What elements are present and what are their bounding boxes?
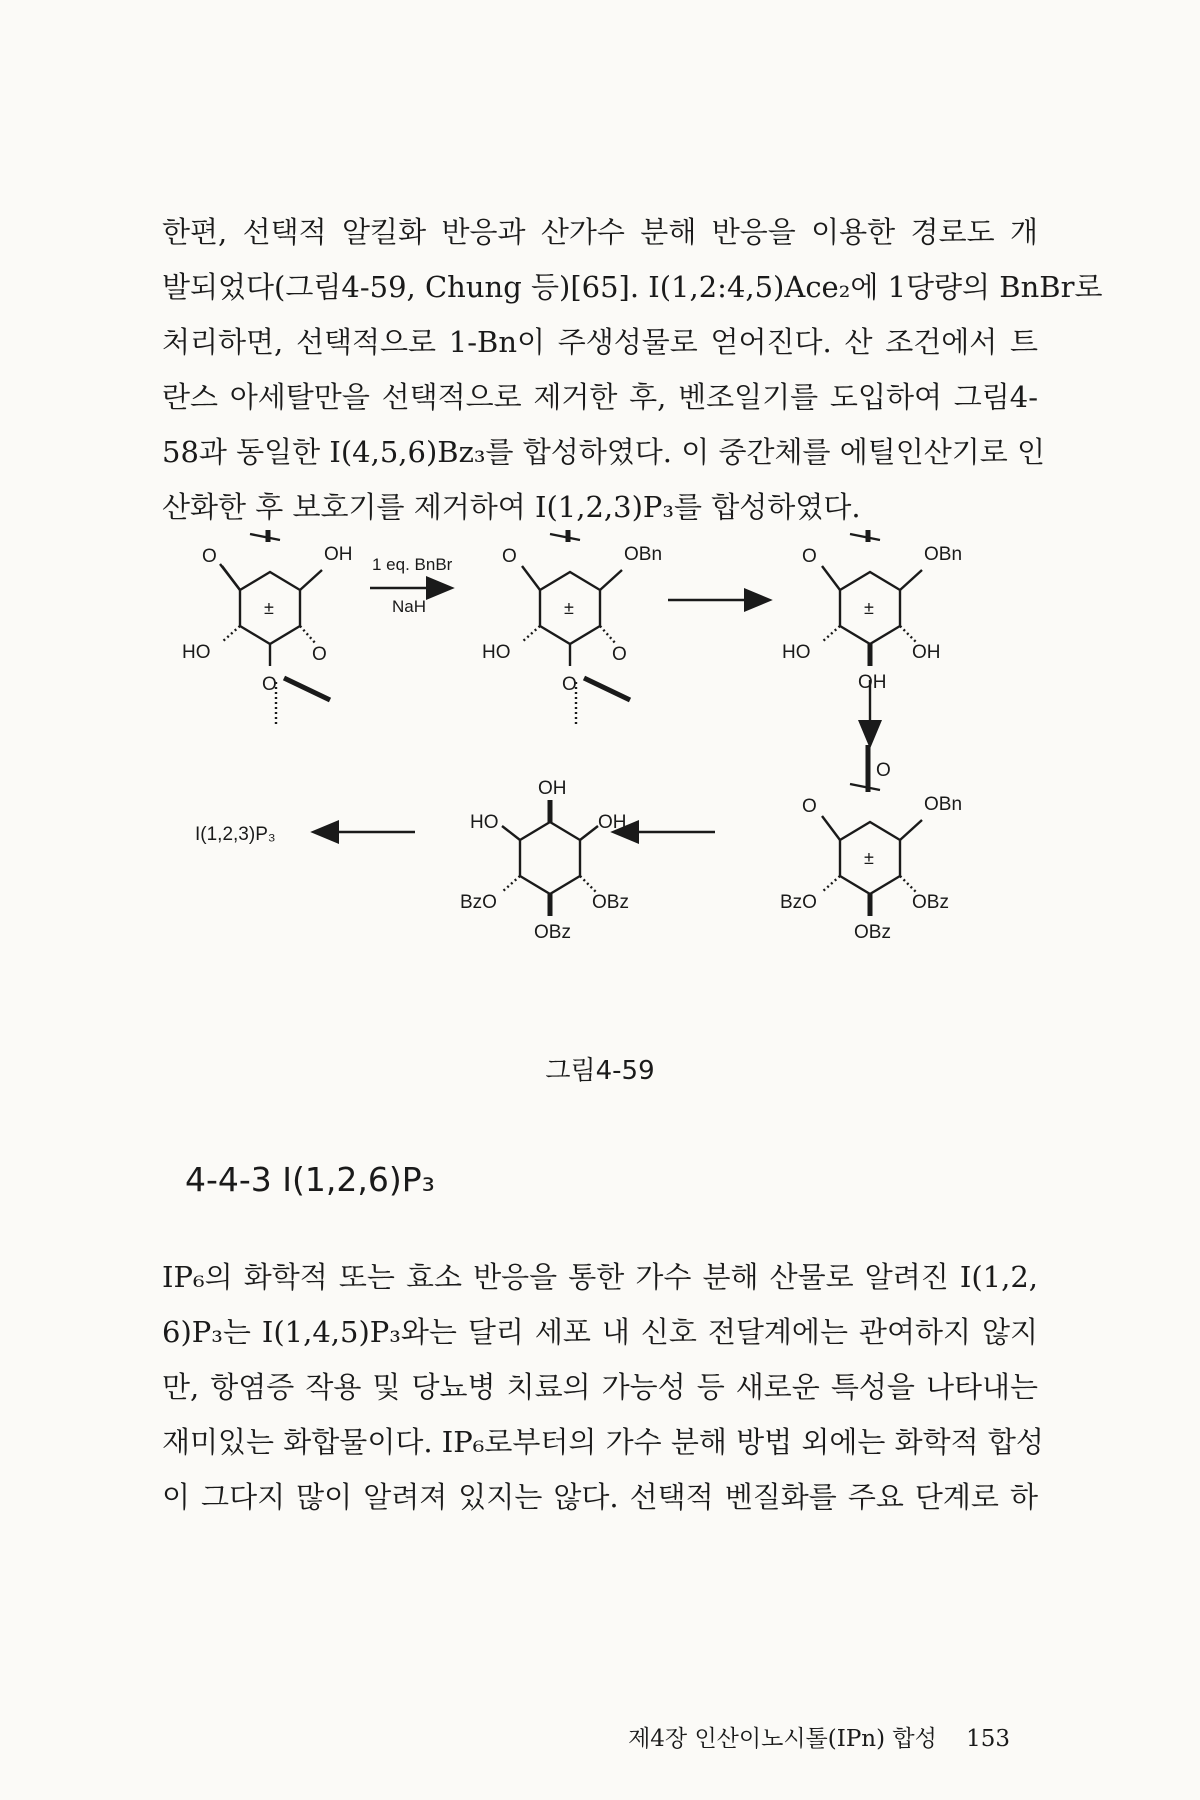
text-line: 이 그다지 많이 알려져 있지는 않다. 선택적 벤질화를 주요 단계로 하 [162,1480,1038,1514]
text-line: 란스 아세탈만을 선택적으로 제거한 후, 벤조일기를 도입하여 그림4- [162,380,1038,414]
atom-label-obn: OBn [924,794,963,815]
racemic-mark: ± [864,848,874,868]
figure-caption: 그림4-59 [545,1056,655,1086]
atom-label-o [276,530,291,531]
atom-label-o: O [312,644,327,665]
racemic-mark: ± [264,598,274,618]
text-line: 처리하면, 선택적으로 1-Bn이 주생성물로 얻어진다. 산 조건에서 트 [162,325,1038,359]
atom-label-oh: OH [858,672,887,693]
atom-label-ho: HO [470,812,499,833]
atom-label-o: O [562,674,577,695]
racemic-mark: ± [564,598,574,618]
product-label: I(1,2,3)P₃ [195,824,276,845]
chapter-title: 제4장 인산이노시톨(IPn) 합성 [628,1726,937,1752]
reagent-label: NaH [392,597,427,616]
atom-label-bzo: BzO [460,892,497,913]
atom-label-ho: HO [182,642,211,663]
compound-diacetonide [182,530,353,726]
atom-label-ho: HO [782,642,811,663]
atom-label-obz: OBz [854,922,891,943]
atom-label-obn: OBn [924,544,963,565]
section-heading: 4-4-3 I(1,2,6)P₃ [185,1160,435,1199]
reagent-label: 1 eq. BnBr [372,555,453,574]
compound-tribenzoate-triol [460,778,629,943]
text-line: 발되었다(그림4-59, Chung 등)[65]. I(1,2:4,5)Ace₂에 1당량의 BnBr로 [162,270,1103,304]
text-line: IP₆의 화학적 또는 효소 반응을 통한 가수 분해 산물로 알려진 I(1,2, [162,1260,1038,1294]
atom-label-o: O [502,546,517,567]
atom-label-o [876,530,891,531]
atom-label-o: O [802,546,817,567]
page-number: 153 [966,1726,1010,1752]
text-line: 한편, 선택적 알킬화 반응과 산가수 분해 반응을 이용한 경로도 개 [162,215,1038,249]
atom-label-obz: OBz [592,892,629,913]
atom-label-obz: OBz [912,892,949,913]
paragraph-body [162,1250,1044,1525]
compound-benzyl-diacetonide [482,530,662,726]
atom-label-obz: OBz [534,922,571,943]
atom-label-oh: OH [538,778,567,799]
atom-label-o [576,530,591,531]
text-line: 산화한 후 보호기를 제거하여 I(1,2,3)P₃를 합성하였다. [162,490,861,524]
paragraph-intro [162,205,1103,535]
atom-label-o: O [262,674,277,695]
text-line: 6)P₃는 I(1,4,5)P₃와는 달리 세포 내 신호 전달계에는 관여하지 않지 [162,1315,1038,1349]
atom-label-o: O [876,760,891,781]
reaction-scheme [140,530,1060,1030]
atom-label-oh: OH [598,812,627,833]
racemic-mark: ± [864,598,874,618]
atom-label-o: O [802,796,817,817]
text-line: 재미있는 화합물이다. IP₆로부터의 가수 분해 방법 외에는 화학적 합성 [162,1425,1044,1459]
atom-label-oh: OH [324,544,353,565]
atom-label-obn: OBn [624,544,663,565]
page-footer [628,1720,1010,1753]
compound-tribenzoate-acetonide [780,745,962,943]
atom-label-o: O [202,546,217,567]
atom-label-bzo: BzO [780,892,817,913]
atom-label-oh: OH [912,642,941,663]
atom-label-o: O [612,644,627,665]
text-line: 58과 동일한 I(4,5,6)Bz₃를 합성하였다. 이 중간체를 에틸인산기로 인 [162,435,1046,469]
compound-monoacetonide [782,530,962,693]
text-line: 만, 항염증 작용 및 당뇨병 치료의 가능성 등 새로운 특성을 나타내는 [162,1370,1038,1404]
atom-label-ho: HO [482,642,511,663]
